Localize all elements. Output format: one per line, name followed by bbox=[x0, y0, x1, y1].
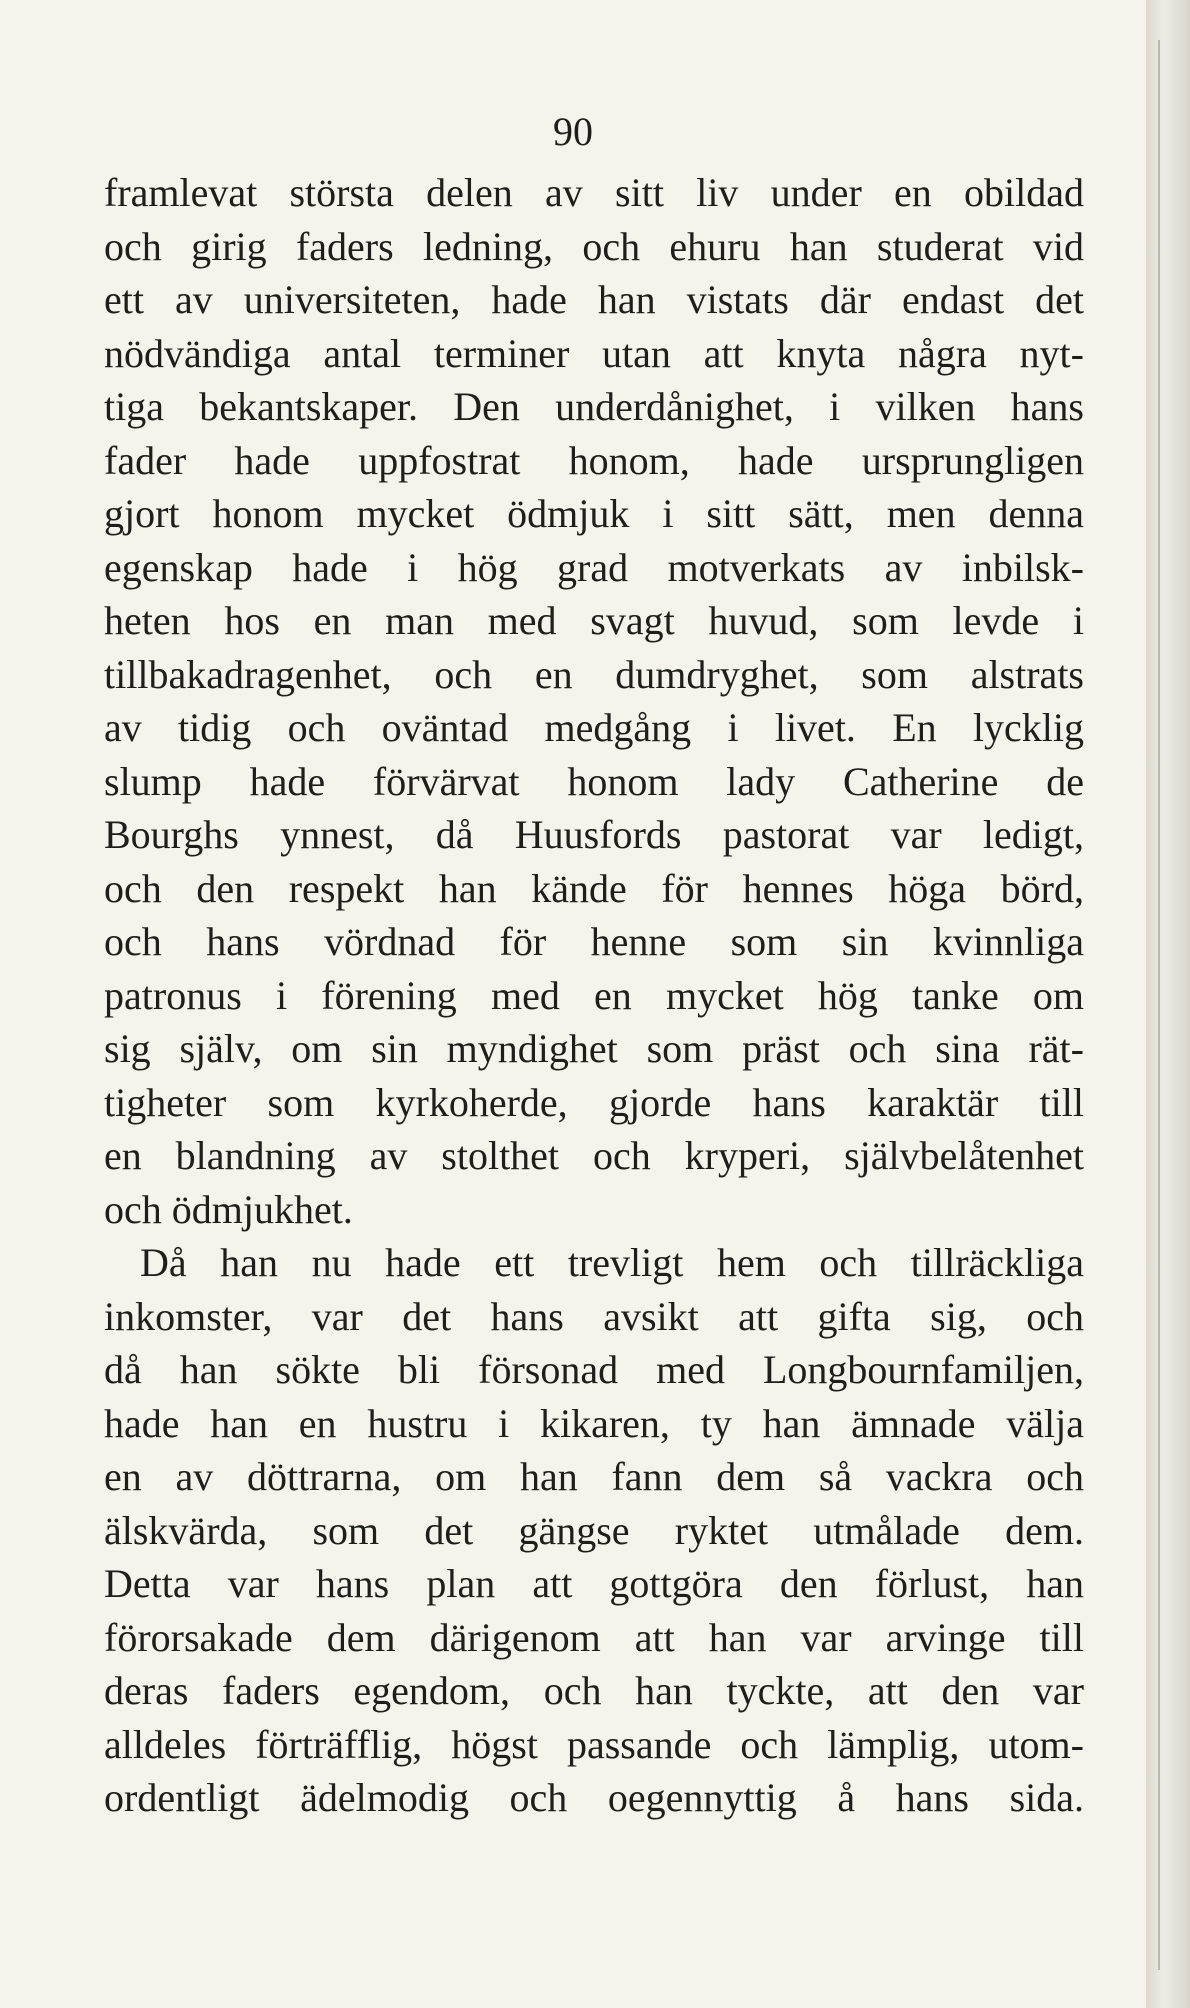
page-number: 90 bbox=[553, 109, 593, 154]
paragraph-2 bbox=[104, 1236, 1084, 1825]
text-line: tigheter som kyrkoherde, gjorde hans karaktär till bbox=[104, 1079, 1084, 1125]
text-line: och girig faders ledning, och ehuru han studerat vid bbox=[104, 223, 1084, 269]
text-line: Detta var hans plan att gottgöra den förlust, han bbox=[104, 1561, 1084, 1606]
text-line: Bourghs ynnest, då Huusfords pastorat var ledigt, bbox=[104, 812, 1084, 857]
text-line: hade han en hustru i kikaren, ty han ämnade välja bbox=[104, 1400, 1084, 1446]
text-line: egenskap hade i hög grad motverkats av inbilsk- bbox=[104, 544, 1084, 590]
text-line: då han sökte bli försonad med Longbournfamiljen, bbox=[104, 1347, 1084, 1392]
text-line: och hans vördnad för henne som sin kvinnliga bbox=[104, 919, 1084, 964]
text-line: av tidig och oväntad medgång i livet. En lycklig bbox=[104, 705, 1084, 750]
text-line: alldeles förträfflig, högst passande och lämplig, utom- bbox=[104, 1721, 1084, 1767]
text-line: en av döttrarna, om han fann dem så vackra och bbox=[104, 1454, 1084, 1499]
text-line: nödvändiga antal terminer utan att knyta några nyt- bbox=[104, 330, 1084, 376]
text-line: heten hos en man med svagt huvud, som levde i bbox=[104, 598, 1084, 643]
page-edge-line bbox=[1158, 40, 1160, 1970]
text-line: gjort honom mycket ödmjuk i sitt sätt, men denna bbox=[104, 491, 1084, 536]
text-line: inkomster, var det hans avsikt att gifta sig, och bbox=[104, 1293, 1084, 1339]
text-line: och den respekt han kände för hennes höga börd, bbox=[104, 865, 1084, 911]
text-line: ett av universiteten, hade han vistats där endast det bbox=[104, 277, 1084, 322]
text-line: patronus i förening med en mycket hög tanke om bbox=[104, 972, 1084, 1018]
text-line: förorsakade dem därigenom att han var arvinge till bbox=[104, 1614, 1084, 1660]
text-line: ordentligt ädelmodig och oegennyttig å hans sida. bbox=[104, 1775, 1084, 1820]
text-line: en blandning av stolthet och kryperi, självbelåtenhet bbox=[104, 1133, 1084, 1178]
text-line: deras faders egendom, och han tyckte, att den var bbox=[104, 1668, 1084, 1713]
text-line: älskvärda, som det gängse ryktet utmålade dem. bbox=[104, 1507, 1084, 1553]
text-line: Då han nu hade ett trevligt hem och tillräckliga bbox=[140, 1240, 1084, 1285]
text-line: fader hade uppfostrat honom, hade ursprungligen bbox=[104, 437, 1084, 483]
text-line: och ödmjukhet. bbox=[104, 1186, 353, 1232]
text-line: framlevat största delen av sitt liv under en obildad bbox=[104, 170, 1084, 215]
text-line: tillbakadragenhet, och en dumdryghet, som alstrats bbox=[104, 651, 1084, 697]
page-edge bbox=[1146, 0, 1190, 2008]
body-text bbox=[104, 166, 1084, 1825]
text-line: sig själv, om sin myndighet som präst och sina rät- bbox=[104, 1026, 1084, 1071]
text-line: slump hade förvärvat honom lady Catherine de bbox=[104, 758, 1084, 804]
paragraph-1 bbox=[104, 166, 1084, 1236]
text-line: tiga bekantskaper. Den underdånighet, i vilken hans bbox=[104, 384, 1084, 429]
